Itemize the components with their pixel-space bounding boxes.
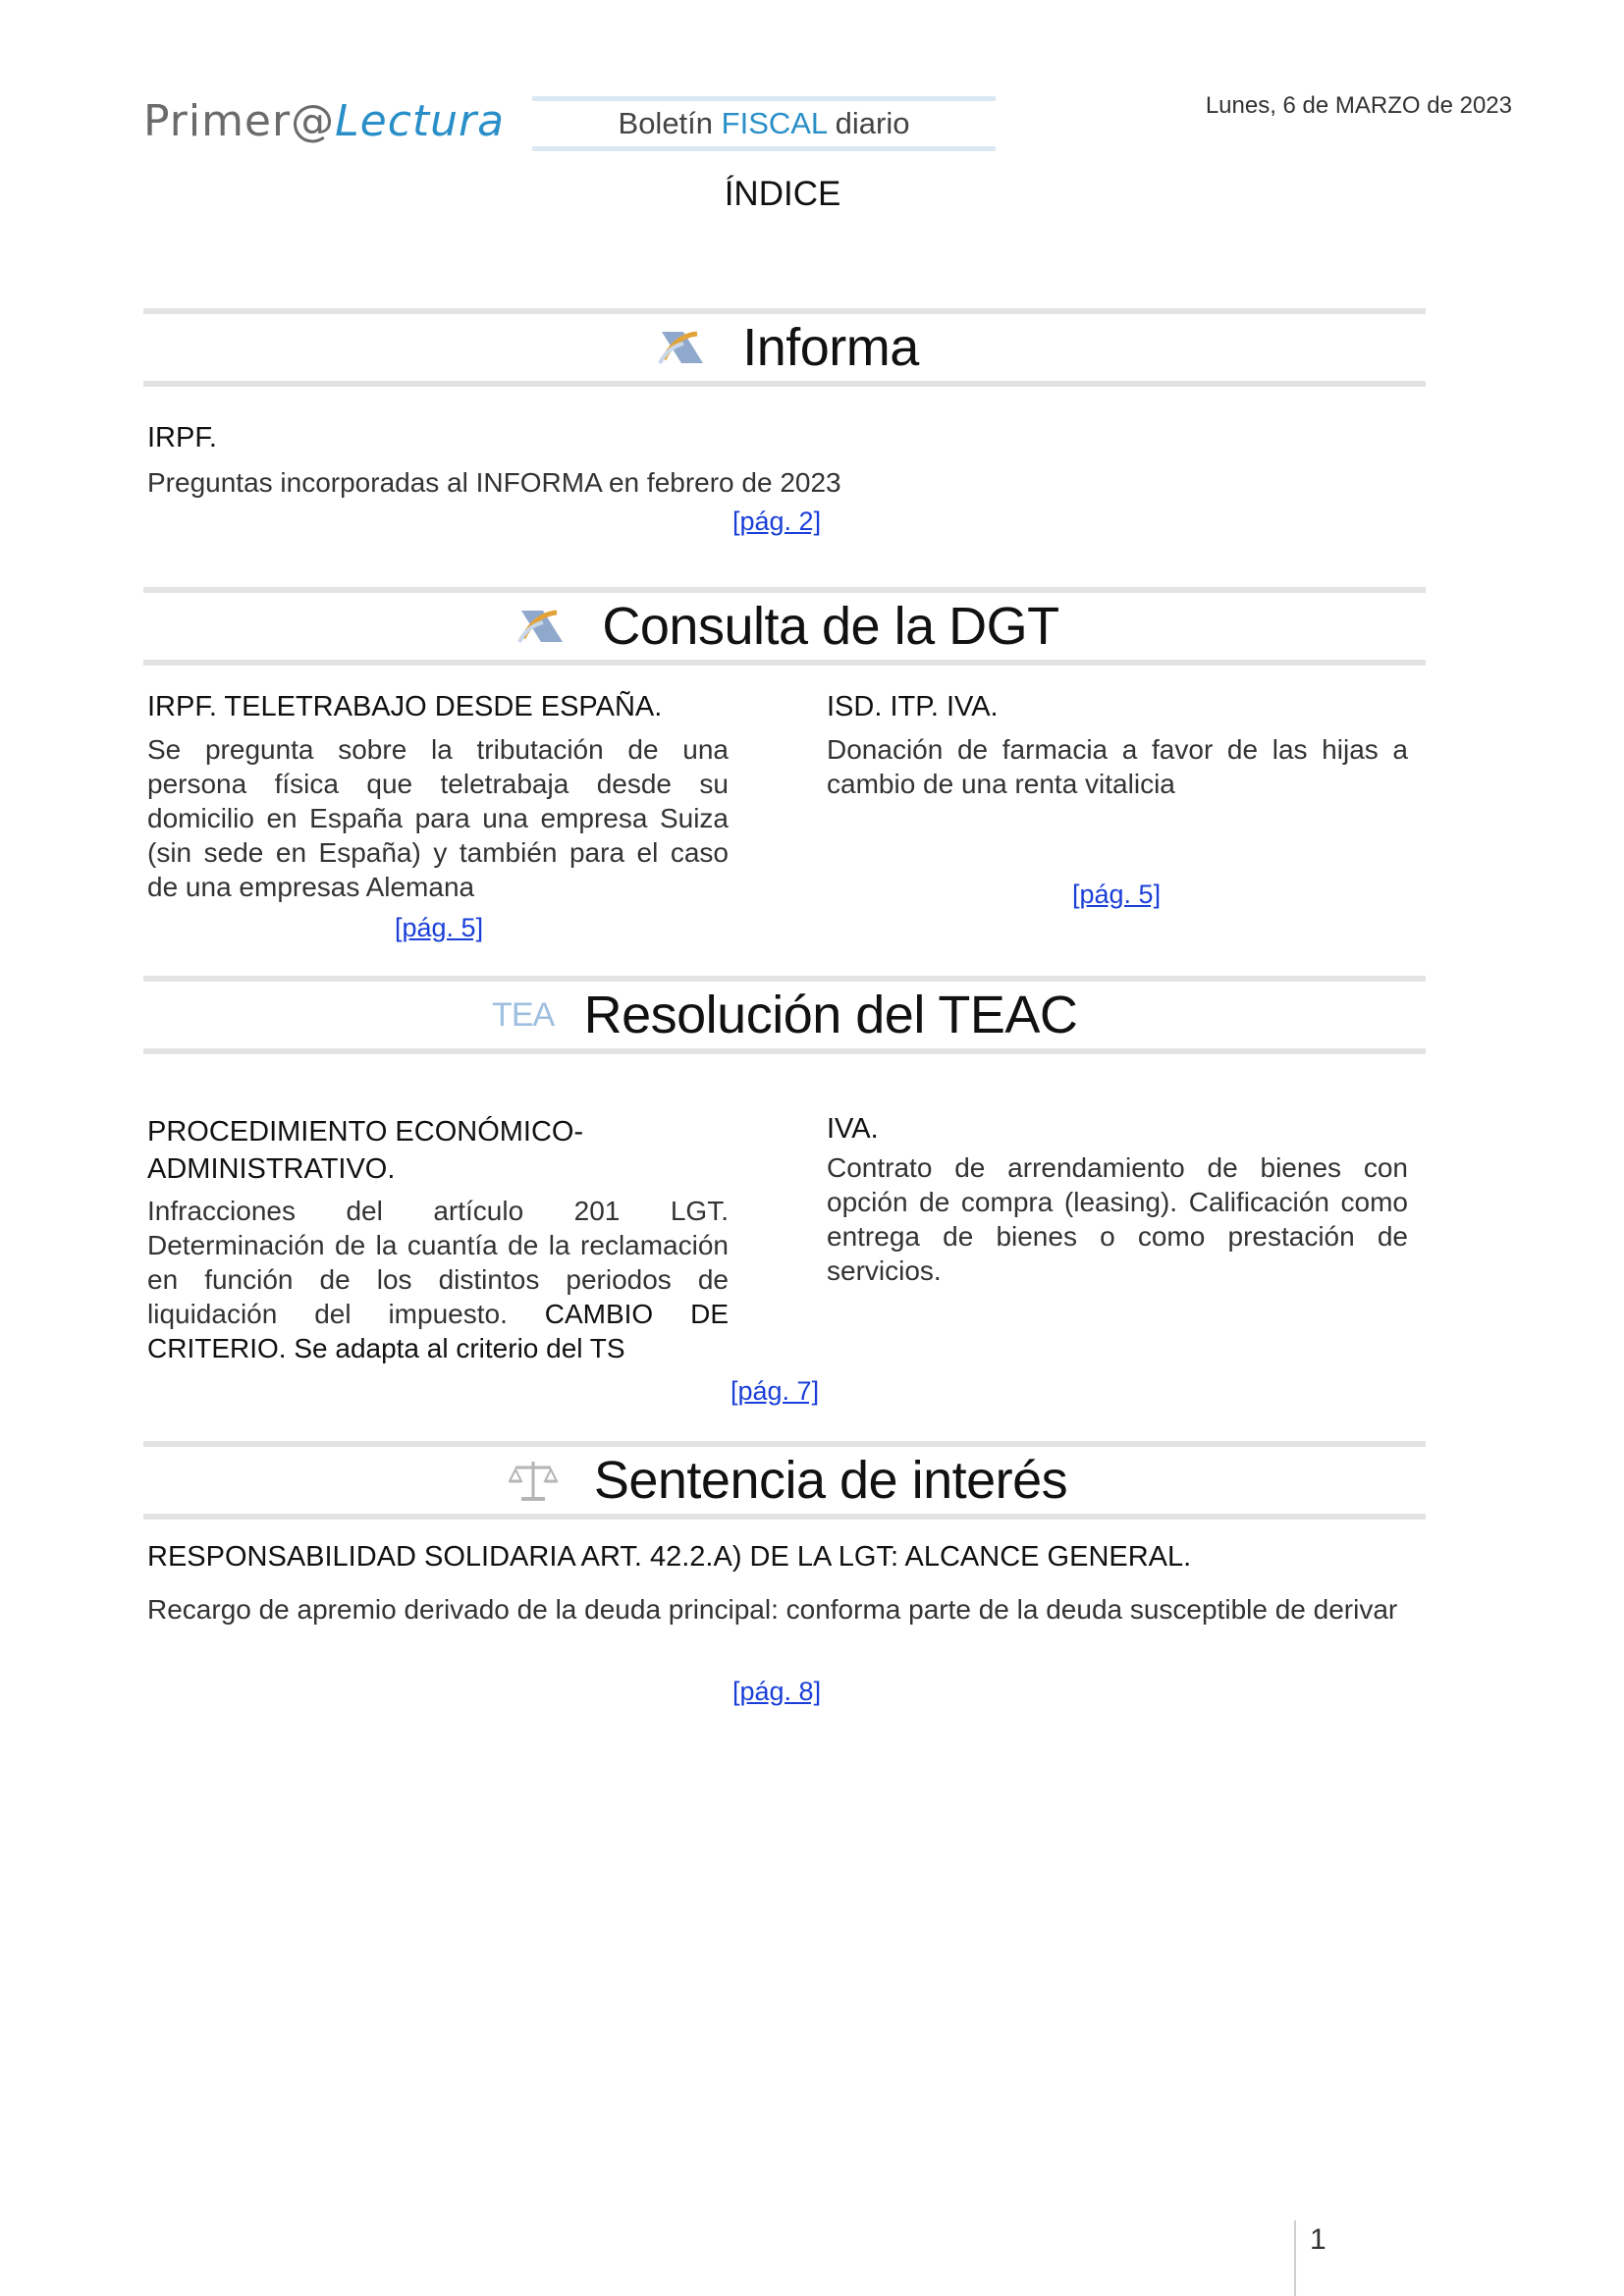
informa-summary: Preguntas incorporadas al INFORMA en febrero de 2023 xyxy=(147,467,841,498)
primera-lectura-logo xyxy=(143,96,505,146)
section-sentencia-header xyxy=(143,1441,1426,1520)
logo-part2: Lectura xyxy=(335,96,506,146)
boletin-title xyxy=(532,96,996,151)
publication-date: Lunes, 6 de MARZO de 2023 xyxy=(1205,92,1512,119)
section-sentencia-title: Sentencia de interés xyxy=(593,1451,1068,1510)
agencia-tributaria-icon xyxy=(510,603,572,650)
teac-left-summary-strong: CAMBIO DE CRITERIO. Se adapta al criterio del TS xyxy=(147,1299,729,1363)
index-heading: ÍNDICE xyxy=(724,175,841,213)
section-dgt-header xyxy=(143,587,1426,666)
dgt-right-topic: ISD. ITP. IVA. xyxy=(827,691,999,722)
agencia-tributaria-icon xyxy=(650,324,713,371)
boletin-pre: Boletín xyxy=(618,106,722,140)
teac-left-topic-line2: ADMINISTRATIVO. xyxy=(147,1153,396,1185)
informa-page-link[interactable]: [pág. 2] xyxy=(732,507,822,536)
teac-icon-text: TEA xyxy=(492,995,555,1034)
sentencia-summary: Recargo de apremio derivado de la deuda principal: conforma parte de la deuda susceptible de derivar xyxy=(147,1594,1398,1625)
teac-page-link[interactable]: [pág. 7] xyxy=(731,1376,820,1406)
page-number: 1 xyxy=(1310,2223,1326,2256)
teac-right-topic: IVA. xyxy=(827,1113,879,1145)
scales-of-justice-icon xyxy=(502,1457,565,1504)
informa-topic: IRPF. xyxy=(147,422,217,454)
dgt-right-page-link[interactable]: [pág. 5] xyxy=(1072,880,1162,909)
boletin-post: diario xyxy=(827,106,910,140)
dgt-left-summary: Se pregunta sobre la tributación de una persona física que teletrabaja desde su domicilio en España para una empresa Suiza (sin sede en España) y también para el caso de una empresas Alemana xyxy=(147,734,729,902)
page-number-divider xyxy=(1294,2220,1296,2296)
teac-left-topic xyxy=(147,1113,583,1188)
sentencia-page-link[interactable]: [pág. 8] xyxy=(732,1677,822,1706)
section-teac-title: Resolución del TEAC xyxy=(583,986,1078,1044)
dgt-left-page-link[interactable]: [pág. 5] xyxy=(395,913,484,942)
section-dgt-title: Consulta de la DGT xyxy=(602,597,1059,656)
teac-left-topic-line1: PROCEDIMIENTO ECONÓMICO- xyxy=(147,1116,584,1148)
dgt-right-summary: Donación de farmacia a favor de las hijas a cambio de una renta vitalicia xyxy=(827,734,1408,799)
teac-left-summary-text: Infracciones del artículo 201 LGT. Determinación de la cuantía de la reclamación en función de los distintos periodos de liquidación del impuesto. xyxy=(147,1196,729,1329)
section-informa-header xyxy=(143,308,1426,387)
section-teac-header xyxy=(143,976,1426,1054)
teac-logo-icon xyxy=(492,991,555,1039)
teac-left-summary xyxy=(147,1194,729,1365)
section-informa-title: Informa xyxy=(742,318,919,377)
dgt-left-topic: IRPF. TELETRABAJO DESDE ESPAÑA. xyxy=(147,691,663,722)
sentencia-topic: RESPONSABILIDAD SOLIDARIA ART. 42.2.A) DE LA LGT: ALCANCE GENERAL. xyxy=(147,1541,1192,1573)
logo-part1: Primer@ xyxy=(143,96,336,146)
teac-right-summary: Contrato de arrendamiento de bienes con opción de compra (leasing). Calificación como entrega de bienes o como prestación de servicios. xyxy=(827,1152,1408,1286)
boletin-fiscal: FISCAL xyxy=(721,106,828,140)
